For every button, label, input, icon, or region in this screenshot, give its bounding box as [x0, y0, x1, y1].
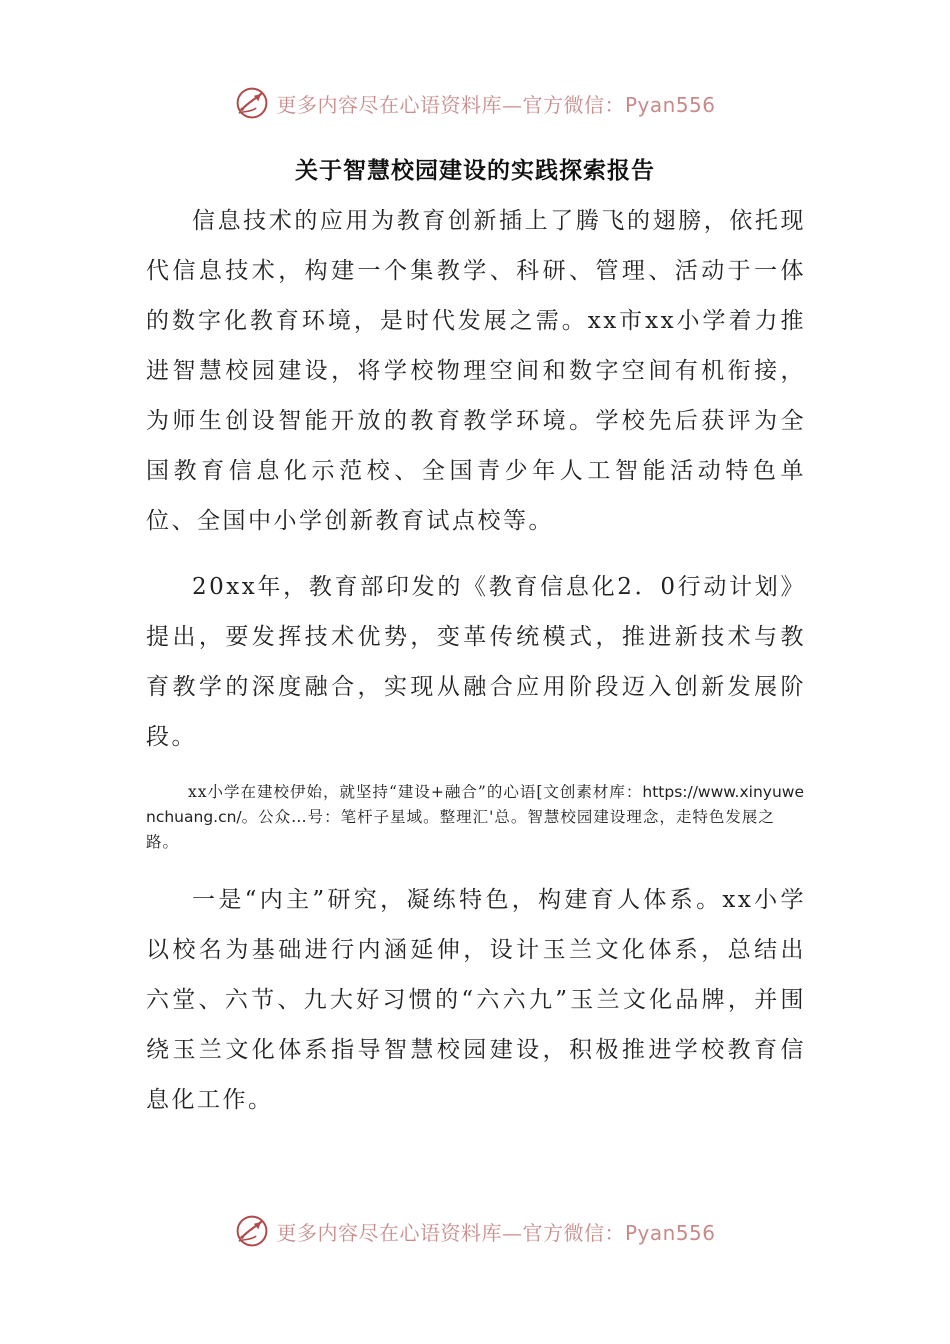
source-note: xx小学在建校伊始，就坚持“建设+融合”的心语[文创素材库：https://www.xinyuwenchuang.cn/。公众…号：笔杆子星域。整理汇'总。智慧校园建设理念，走特色发展之路。 — [146, 783, 804, 851]
document-body — [146, 196, 806, 1125]
banner-text: 更多内容尽在心语资料库—官方微信：Pyan556 — [276, 1220, 716, 1245]
source-url: https://www.xinyuwenchuang.cn/ — [146, 783, 804, 826]
paragraph-intro: 信息技术的应用为教育创新插上了腾飞的翅膀，依托现代信息技术，构建一个集教学、科研、管理、活动于一体的数字化教育环境，是时代发展之需。xx市xx小学着力推进智慧校园建设，将学校物理空间和数字空间有机衔接，为师生创设智能开放的教育教学环境。学校先后获评为全国教育信息化示范校、全国青少年人工智能活动特色单位、全国中小学创新教育试点校等。 — [146, 208, 806, 534]
footer-banner — [0, 1208, 950, 1254]
banner-text: 更多内容尽在心语资料库—官方微信：Pyan556 — [276, 92, 716, 117]
wechat-id: Pyan556 — [624, 92, 716, 117]
paragraph-culture: 一是“内主”研究，凝练特色，构建育人体系。xx小学以校名为基础进行内涵延伸，设计玉兰文化体系，总结出六堂、六节、九大好习惯的“六六九”玉兰文化品牌，并围绕玉兰文化体系指导智慧校园建设，积极推进学校教育信息化工作。 — [146, 887, 806, 1113]
header-banner — [0, 80, 950, 126]
wechat-id: Pyan556 — [624, 1220, 716, 1245]
document-title: 关于智慧校园建设的实践探索报告 — [295, 157, 655, 184]
pen-writing-logo-icon — [234, 85, 270, 121]
pen-writing-logo-icon — [234, 1213, 270, 1249]
paragraph-policy: 20xx年，教育部印发的《教育信息化2．0行动计划》提出，要发挥技术优势，变革传统模式，推进新技术与教育教学的深度融合，实现从融合应用阶段迈入创新发展阶段。 — [146, 574, 806, 750]
